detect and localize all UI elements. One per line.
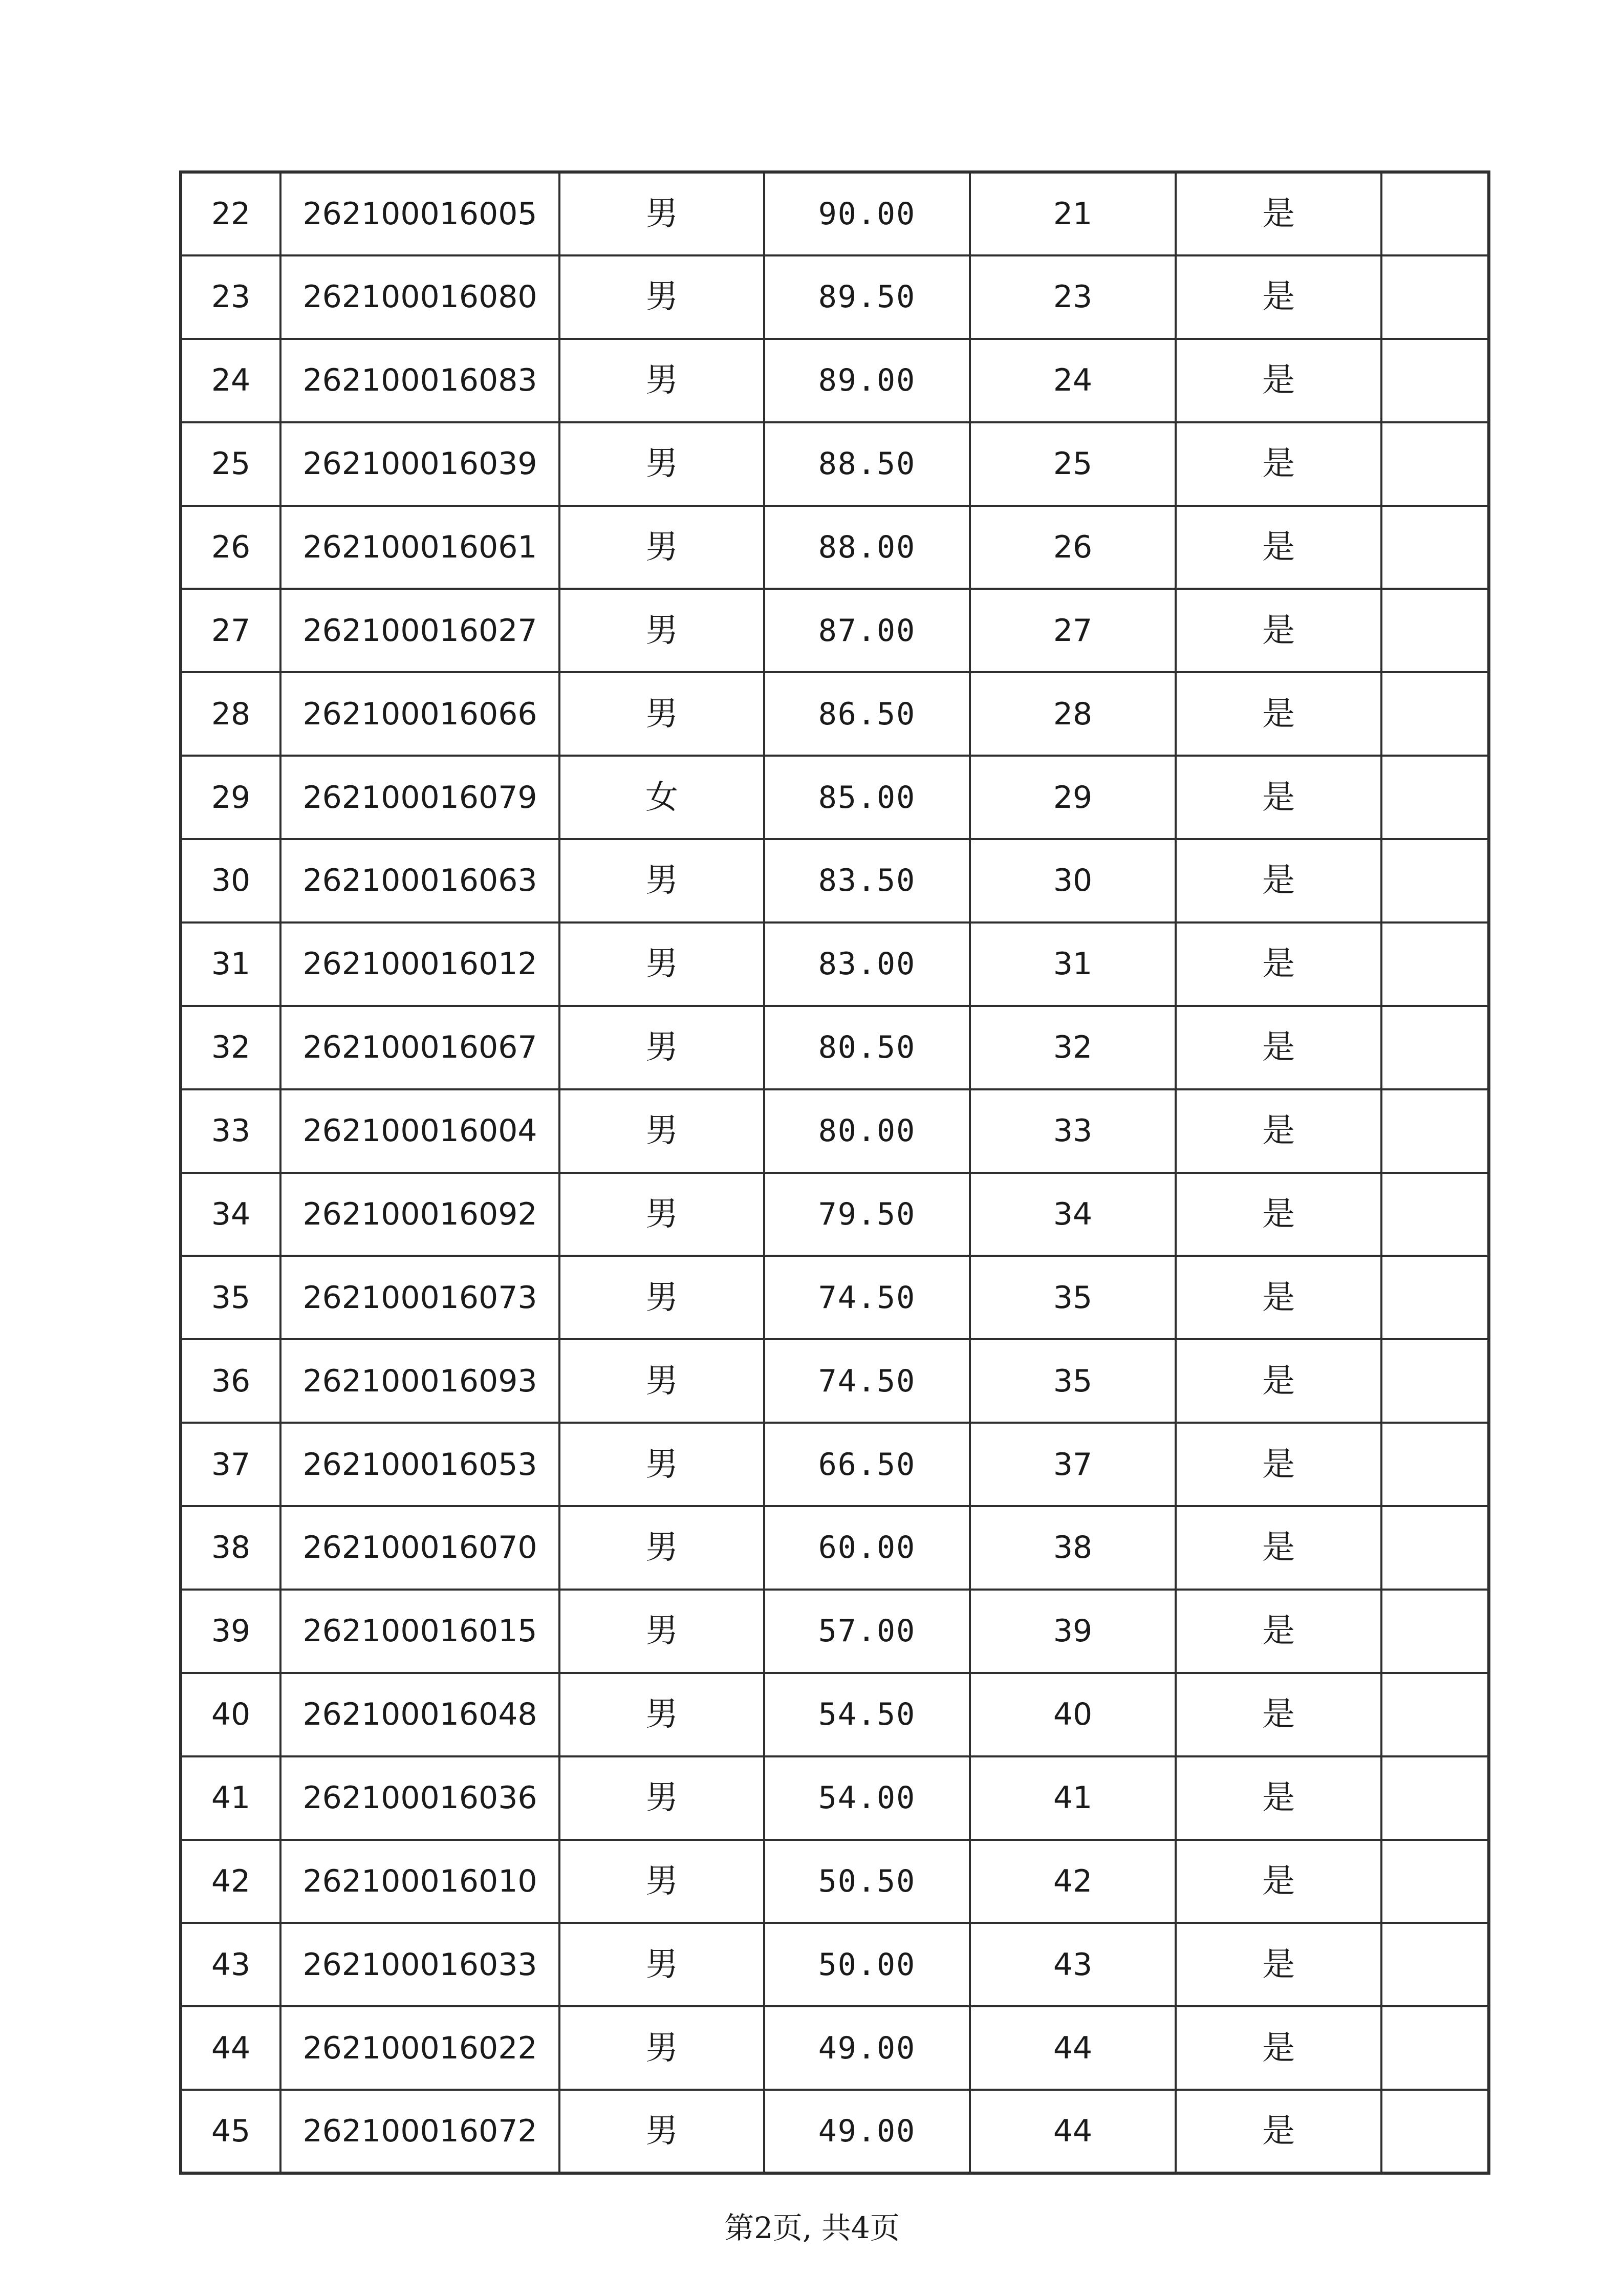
- gender-cell: 女: [559, 756, 764, 839]
- gender-cell: 男: [559, 339, 764, 422]
- table-row: [181, 1756, 1489, 1840]
- remarks-cell: [1381, 672, 1489, 756]
- rank-cell: 38: [970, 1506, 1176, 1590]
- rank-cell: 42: [970, 1840, 1176, 1923]
- gender-cell: 男: [559, 1923, 764, 2006]
- score-cell: 88.50: [764, 422, 970, 506]
- candidate-id: 262100016005: [280, 172, 559, 255]
- table-row: [181, 1673, 1489, 1756]
- gender-cell: 男: [559, 839, 764, 922]
- gender-cell: 男: [559, 922, 764, 1006]
- table-row: [181, 1590, 1489, 1673]
- table-row: [181, 922, 1489, 1006]
- qualified-cell: 是: [1176, 506, 1381, 589]
- remarks-cell: [1381, 922, 1489, 1006]
- candidate-id: 262100016070: [280, 1506, 559, 1590]
- rank-cell: 34: [970, 1173, 1176, 1256]
- score-table-body: [181, 172, 1489, 2173]
- qualified-cell: 是: [1176, 839, 1381, 922]
- gender-cell: 男: [559, 1173, 764, 1256]
- remarks-cell: [1381, 1756, 1489, 1840]
- row-number: 37: [181, 1423, 280, 1506]
- rank-cell: 44: [970, 2006, 1176, 2090]
- qualified-cell: 是: [1176, 672, 1381, 756]
- gender-cell: 男: [559, 1840, 764, 1923]
- table-row: [181, 422, 1489, 506]
- row-number: 43: [181, 1923, 280, 2006]
- gender-cell: 男: [559, 1590, 764, 1673]
- qualified-cell: 是: [1176, 1006, 1381, 1089]
- rank-cell: 24: [970, 339, 1176, 422]
- remarks-cell: [1381, 1256, 1489, 1339]
- remarks-cell: [1381, 756, 1489, 839]
- qualified-cell: 是: [1176, 1923, 1381, 2006]
- gender-cell: 男: [559, 1006, 764, 1089]
- candidate-id: 262100016073: [280, 1256, 559, 1339]
- gender-cell: 男: [559, 672, 764, 756]
- score-cell: 83.00: [764, 922, 970, 1006]
- table-row: [181, 1339, 1489, 1423]
- gender-cell: 男: [559, 255, 764, 339]
- row-number: 42: [181, 1840, 280, 1923]
- candidate-id: 262100016039: [280, 422, 559, 506]
- row-number: 40: [181, 1673, 280, 1756]
- table-row: [181, 1506, 1489, 1590]
- qualified-cell: 是: [1176, 2006, 1381, 2090]
- rank-cell: 40: [970, 1673, 1176, 1756]
- qualified-cell: 是: [1176, 1423, 1381, 1506]
- gender-cell: 男: [559, 422, 764, 506]
- candidate-id: 262100016022: [280, 2006, 559, 2090]
- candidate-id: 262100016063: [280, 839, 559, 922]
- candidate-id: 262100016066: [280, 672, 559, 756]
- score-table: [179, 170, 1490, 2175]
- candidate-id: 262100016048: [280, 1673, 559, 1756]
- candidate-id: 262100016010: [280, 1840, 559, 1923]
- table-row: [181, 589, 1489, 672]
- candidate-id: 262100016036: [280, 1756, 559, 1840]
- qualified-cell: 是: [1176, 589, 1381, 672]
- gender-cell: 男: [559, 1089, 764, 1173]
- candidate-id: 262100016015: [280, 1590, 559, 1673]
- row-number: 22: [181, 172, 280, 255]
- score-cell: 50.00: [764, 1923, 970, 2006]
- qualified-cell: 是: [1176, 1506, 1381, 1590]
- table-row: [181, 2006, 1489, 2090]
- qualified-cell: 是: [1176, 1590, 1381, 1673]
- row-number: 23: [181, 255, 280, 339]
- table-row: [181, 672, 1489, 756]
- gender-cell: 男: [559, 506, 764, 589]
- remarks-cell: [1381, 839, 1489, 922]
- remarks-cell: [1381, 1423, 1489, 1506]
- rank-cell: 43: [970, 1923, 1176, 2006]
- remarks-cell: [1381, 1089, 1489, 1173]
- qualified-cell: 是: [1176, 172, 1381, 255]
- row-number: 26: [181, 506, 280, 589]
- row-number: 41: [181, 1756, 280, 1840]
- score-cell: 74.50: [764, 1339, 970, 1423]
- rank-cell: 35: [970, 1339, 1176, 1423]
- rank-cell: 35: [970, 1256, 1176, 1339]
- remarks-cell: [1381, 172, 1489, 255]
- candidate-id: 262100016067: [280, 1006, 559, 1089]
- score-cell: 90.00: [764, 172, 970, 255]
- candidate-id: 262100016080: [280, 255, 559, 339]
- score-cell: 83.50: [764, 839, 970, 922]
- remarks-cell: [1381, 1506, 1489, 1590]
- candidate-id: 262100016079: [280, 756, 559, 839]
- score-cell: 57.00: [764, 1590, 970, 1673]
- score-cell: 60.00: [764, 1506, 970, 1590]
- score-cell: 74.50: [764, 1256, 970, 1339]
- table-row: [181, 1840, 1489, 1923]
- remarks-cell: [1381, 1840, 1489, 1923]
- remarks-cell: [1381, 1339, 1489, 1423]
- remarks-cell: [1381, 422, 1489, 506]
- qualified-cell: 是: [1176, 922, 1381, 1006]
- gender-cell: 男: [559, 2090, 764, 2173]
- gender-cell: 男: [559, 1339, 764, 1423]
- candidate-id: 262100016004: [280, 1089, 559, 1173]
- table-row: [181, 339, 1489, 422]
- row-number: 38: [181, 1506, 280, 1590]
- rank-cell: 41: [970, 1756, 1176, 1840]
- rank-cell: 28: [970, 672, 1176, 756]
- gender-cell: 男: [559, 172, 764, 255]
- qualified-cell: 是: [1176, 1673, 1381, 1756]
- rank-cell: 21: [970, 172, 1176, 255]
- row-number: 30: [181, 839, 280, 922]
- score-cell: 85.00: [764, 756, 970, 839]
- table-row: [181, 1423, 1489, 1506]
- rank-cell: 32: [970, 1006, 1176, 1089]
- rank-cell: 33: [970, 1089, 1176, 1173]
- remarks-cell: [1381, 506, 1489, 589]
- remarks-cell: [1381, 1173, 1489, 1256]
- qualified-cell: 是: [1176, 1840, 1381, 1923]
- candidate-id: 262100016012: [280, 922, 559, 1006]
- row-number: 27: [181, 589, 280, 672]
- row-number: 29: [181, 756, 280, 839]
- rank-cell: 39: [970, 1590, 1176, 1673]
- gender-cell: 男: [559, 1256, 764, 1339]
- score-cell: 50.50: [764, 1840, 970, 1923]
- row-number: 35: [181, 1256, 280, 1339]
- table-row: [181, 1089, 1489, 1173]
- candidate-id: 262100016092: [280, 1173, 559, 1256]
- table-row: [181, 1006, 1489, 1089]
- gender-cell: 男: [559, 589, 764, 672]
- qualified-cell: 是: [1176, 339, 1381, 422]
- remarks-cell: [1381, 589, 1489, 672]
- score-cell: 49.00: [764, 2090, 970, 2173]
- row-number: 24: [181, 339, 280, 422]
- rank-cell: 37: [970, 1423, 1176, 1506]
- score-cell: 54.50: [764, 1673, 970, 1756]
- rank-cell: 27: [970, 589, 1176, 672]
- candidate-id: 262100016083: [280, 339, 559, 422]
- rank-cell: 31: [970, 922, 1176, 1006]
- gender-cell: 男: [559, 1423, 764, 1506]
- qualified-cell: 是: [1176, 1173, 1381, 1256]
- row-number: 33: [181, 1089, 280, 1173]
- remarks-cell: [1381, 1590, 1489, 1673]
- rank-cell: 44: [970, 2090, 1176, 2173]
- qualified-cell: 是: [1176, 2090, 1381, 2173]
- qualified-cell: 是: [1176, 756, 1381, 839]
- remarks-cell: [1381, 2090, 1489, 2173]
- candidate-id: 262100016053: [280, 1423, 559, 1506]
- score-cell: 89.00: [764, 339, 970, 422]
- row-number: 44: [181, 2006, 280, 2090]
- row-number: 39: [181, 1590, 280, 1673]
- score-cell: 54.00: [764, 1756, 970, 1840]
- rank-cell: 23: [970, 255, 1176, 339]
- row-number: 36: [181, 1339, 280, 1423]
- rank-cell: 26: [970, 506, 1176, 589]
- score-cell: 89.50: [764, 255, 970, 339]
- rank-cell: 29: [970, 756, 1176, 839]
- row-number: 31: [181, 922, 280, 1006]
- remarks-cell: [1381, 255, 1489, 339]
- row-number: 25: [181, 422, 280, 506]
- rank-cell: 25: [970, 422, 1176, 506]
- row-number: 34: [181, 1173, 280, 1256]
- score-cell: 80.00: [764, 1089, 970, 1173]
- candidate-id: 262100016072: [280, 2090, 559, 2173]
- row-number: 32: [181, 1006, 280, 1089]
- table-row: [181, 839, 1489, 922]
- gender-cell: 男: [559, 1506, 764, 1590]
- qualified-cell: 是: [1176, 1256, 1381, 1339]
- table-row: [181, 1173, 1489, 1256]
- qualified-cell: 是: [1176, 422, 1381, 506]
- candidate-id: 262100016027: [280, 589, 559, 672]
- qualified-cell: 是: [1176, 1339, 1381, 1423]
- remarks-cell: [1381, 339, 1489, 422]
- rank-cell: 30: [970, 839, 1176, 922]
- score-cell: 86.50: [764, 672, 970, 756]
- candidate-id: 262100016093: [280, 1339, 559, 1423]
- qualified-cell: 是: [1176, 1089, 1381, 1173]
- candidate-id: 262100016033: [280, 1923, 559, 2006]
- remarks-cell: [1381, 1006, 1489, 1089]
- qualified-cell: 是: [1176, 255, 1381, 339]
- row-number: 28: [181, 672, 280, 756]
- score-cell: 88.00: [764, 506, 970, 589]
- score-cell: 80.50: [764, 1006, 970, 1089]
- remarks-cell: [1381, 1923, 1489, 2006]
- row-number: 45: [181, 2090, 280, 2173]
- qualified-cell: 是: [1176, 1756, 1381, 1840]
- table-row: [181, 172, 1489, 255]
- remarks-cell: [1381, 1673, 1489, 1756]
- candidate-id: 262100016061: [280, 506, 559, 589]
- score-cell: 66.50: [764, 1423, 970, 1506]
- remarks-cell: [1381, 2006, 1489, 2090]
- score-cell: 87.00: [764, 589, 970, 672]
- score-cell: 49.00: [764, 2006, 970, 2090]
- page-number: 第2页, 共4页: [724, 2211, 900, 2245]
- score-cell: 79.50: [764, 1173, 970, 1256]
- table-row: [181, 506, 1489, 589]
- table-row: [181, 255, 1489, 339]
- gender-cell: 男: [559, 2006, 764, 2090]
- table-row: [181, 756, 1489, 839]
- table-row: [181, 2090, 1489, 2173]
- table-row: [181, 1256, 1489, 1339]
- table-row: [181, 1923, 1489, 2006]
- gender-cell: 男: [559, 1756, 764, 1840]
- gender-cell: 男: [559, 1673, 764, 1756]
